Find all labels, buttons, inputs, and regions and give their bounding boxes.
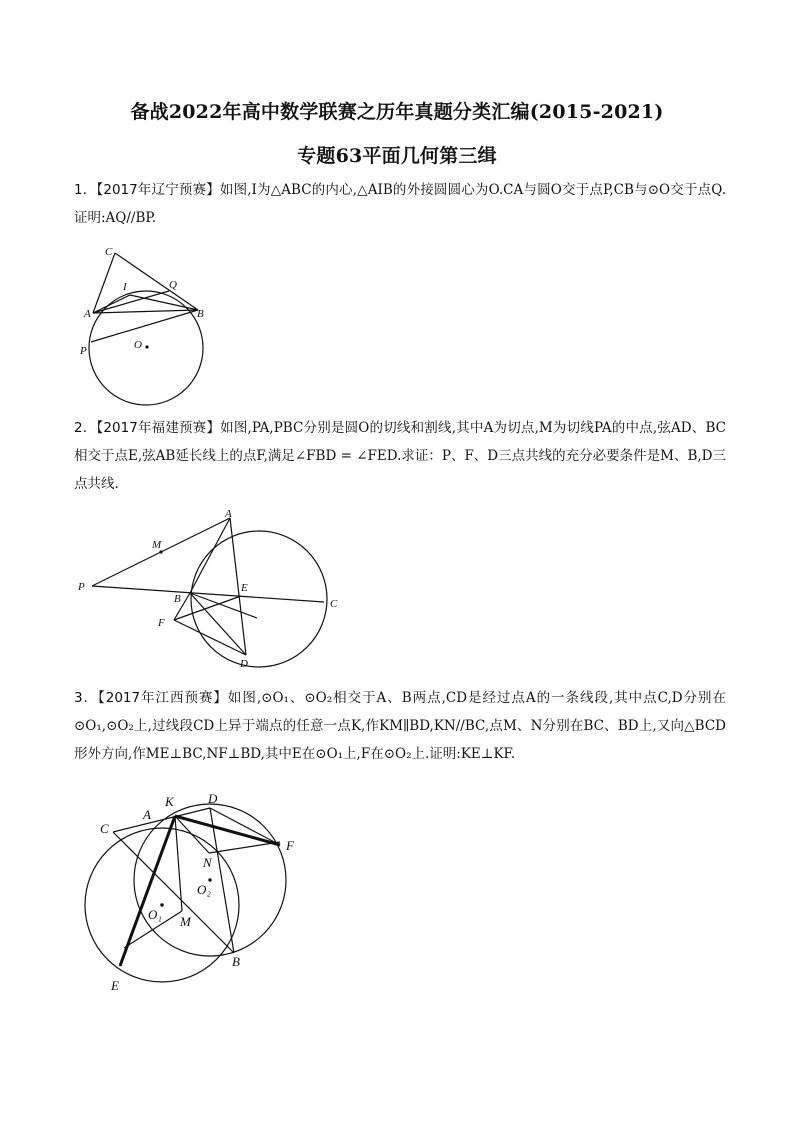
fig2-label-d: D	[240, 658, 248, 670]
problem-text: 如图,PA,PBC分别是圆O的切线和割线,其中A为切点,M为切线PA的中点,弦AD、BC相交于点E,弦AB延长线上的点F,满足∠FBD = ∠FED.求证：P、F、D三点共线的充分必要条件是M、B,D三点共线.	[74, 420, 726, 492]
fig3-label-m: M	[180, 914, 191, 929]
fig2-label-p: P	[78, 581, 85, 593]
fig2-label-a: A	[225, 508, 232, 520]
fig3-label-e: E	[111, 978, 119, 993]
fig3-label-k: K	[165, 794, 174, 809]
problem-number: 1．	[74, 182, 97, 198]
fig2-label-f: F	[158, 617, 165, 629]
problem-2	[74, 414, 726, 498]
problem-source: 【2017年江西预赛】	[98, 690, 228, 706]
problem-source: 【2017年辽宁预赛】	[96, 182, 220, 198]
figure-2	[74, 505, 364, 675]
figure-1	[74, 240, 224, 410]
fig3-label-a: A	[143, 807, 151, 822]
fig2-label-m: M	[152, 539, 162, 551]
problem-1	[74, 176, 726, 232]
fig3-label-f: F	[286, 838, 294, 853]
problem-text: 如图,I为△ABC的内心,△AIB的外接圆圆心为O.CA与圆O交于点P,CB与⊙O交于点Q.证明:AQ//BP.	[74, 182, 726, 226]
fig3-label-c: C	[100, 821, 109, 836]
fig1-label-q: Q	[169, 279, 177, 291]
fig3-label-o1: O₁	[148, 907, 162, 922]
fig1-label-a: A	[84, 308, 91, 320]
document-subtitle: 专题63平面几何第三缉	[297, 145, 497, 167]
fig3-label-d: D	[208, 791, 218, 806]
problem-3	[74, 684, 726, 768]
fig2-label-e: E	[241, 582, 248, 594]
fig3-label-o2: O₂	[197, 882, 211, 897]
document-title: 备战2022年高中数学联赛之历年真题分类汇编(2015-2021)	[130, 101, 664, 123]
fig1-label-o: O	[134, 339, 142, 351]
fig3-label-b: B	[232, 954, 240, 969]
fig1-label-c: C	[105, 246, 113, 258]
problem-number: 3．	[74, 690, 99, 706]
fig1-label-i: I	[123, 281, 127, 293]
problem-text: 如图,⊙O₁、⊙O₂相交于A、B两点,CD是经过点A的一条线段,其中点C,D分别在⊙O₁,⊙O₂上,过线段CD上异于端点的任意一点K,作KM∥BD,KN//BC,点M、N分别在BC、BD上,又向△BCD形外方向,作ME⊥BC,NF⊥BD,其中E在⊙O₁上,F在⊙O₂上.证明:KE⊥KF.	[74, 690, 726, 762]
problem-source: 【2017年福建预赛】	[96, 420, 221, 436]
problem-number: 2．	[74, 420, 97, 436]
figure-3	[74, 770, 314, 1000]
fig3-label-n: N	[203, 855, 212, 870]
fig2-label-b: B	[174, 593, 181, 605]
fig1-label-b: B	[197, 308, 204, 320]
fig2-label-c: C	[330, 598, 338, 610]
fig1-label-p: P	[80, 345, 87, 357]
